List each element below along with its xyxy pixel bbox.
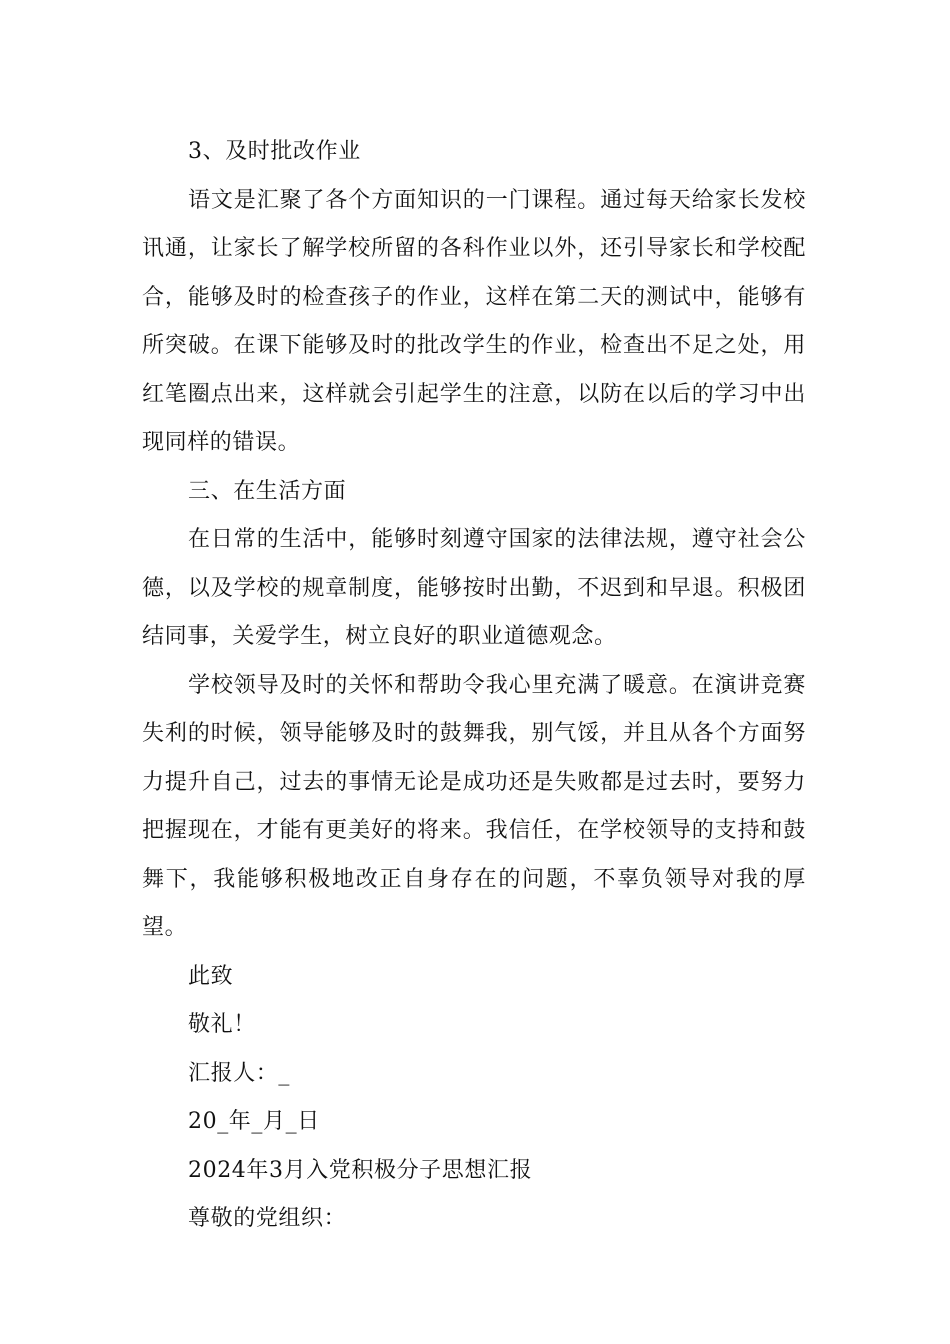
section-heading-homework: 3、及时批改作业	[188, 139, 361, 164]
paragraph-homework: 语文是汇聚了各个方面知识的一门课程。通过每天给家长发校讯通，让家长了解学校所留的各科作业以外，还引导家长和学校配合，能够及时的检查孩子的作业，这样在第二天的测试中，能够有所突破。在课下能够及时的批改学生的作业，检查出不足之处，用红笔圈点出来，这样就会引起学生的注意，以防在以后的学习中出现同样的错误。	[142, 187, 806, 455]
paragraph-life: 在日常的生活中，能够时刻遵守国家的法律法规，遵守社会公德，以及学校的规章制度，能够按时出勤，不迟到和早退。积极团结同事，关爱学生，树立良好的职业道德观念。	[142, 527, 806, 649]
document-body	[142, 128, 806, 1244]
next-report-title: 2024年3月入党积极分子思想汇报	[188, 1157, 533, 1183]
salutation-line: 尊敬的党组织：	[188, 1206, 347, 1231]
paragraph-leadership: 学校领导及时的关怀和帮助令我心里充满了暖意。在演讲竞赛失利的时候，领导能够及时的鼓舞我，别气馁，并且从各个方面努力提升自己，过去的事情无论是成功还是失败都是过去时，要努力把握现在，才能有更美好的将来。我信任，在学校领导的支持和鼓舞下，我能够积极地改正自身存在的问题，不辜负领导对我的厚望。	[142, 672, 806, 940]
reporter-line: 汇报人：_	[188, 1060, 291, 1086]
closing-salute: 敬礼！	[188, 1012, 256, 1037]
date-line: 20_年_月_日	[188, 1109, 320, 1134]
closing-regards: 此致	[188, 963, 234, 989]
section-heading-life: 三、在生活方面	[188, 478, 347, 504]
